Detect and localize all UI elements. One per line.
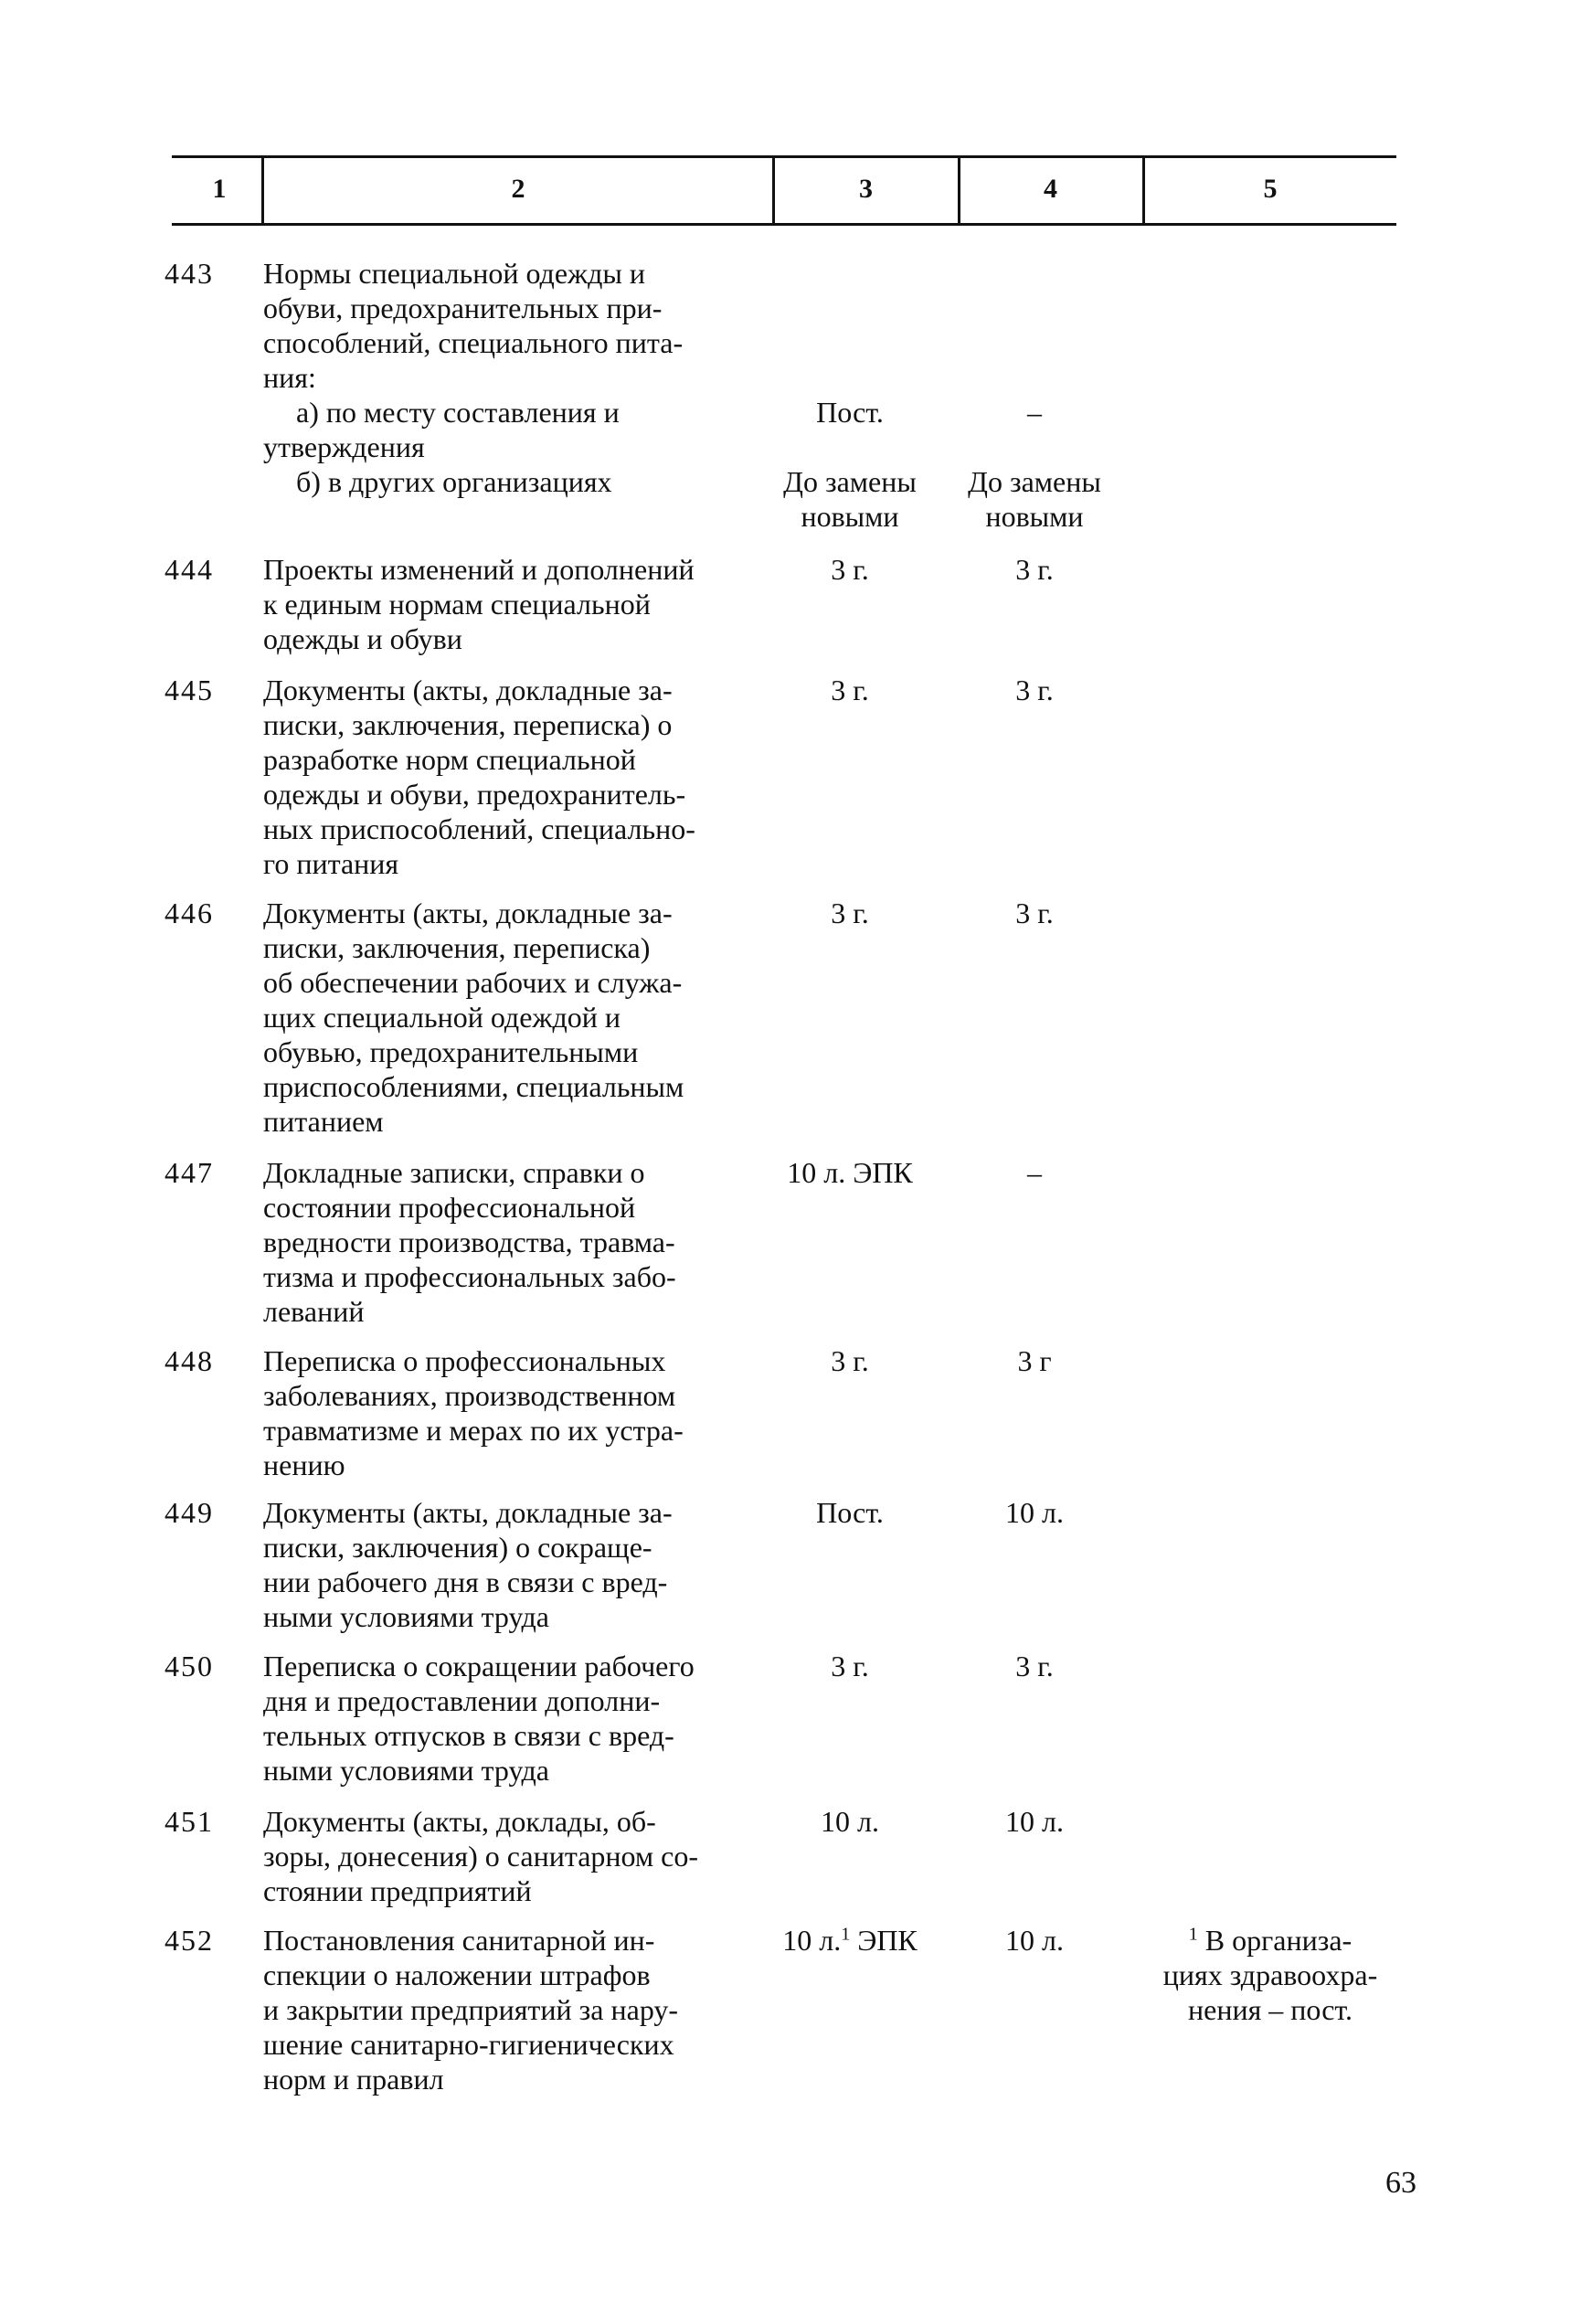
row-number: 449 (164, 1496, 214, 1529)
retention-term-col3 (758, 1343, 941, 1378)
retention-term-col3 (758, 1649, 941, 1683)
retention-term-col3 (758, 464, 941, 534)
row-number: 448 (164, 1344, 214, 1377)
cell-line (758, 1923, 941, 1958)
retention-term-col3 (758, 1804, 941, 1839)
desc-line: Переписка о сокращении рабочего (263, 1650, 695, 1682)
desc-line: ными условиями труда (263, 1600, 549, 1633)
desc-line: тельных отпусков в связи с вред- (263, 1719, 674, 1752)
desc-line: тизма и профессиональных забо- (263, 1260, 676, 1293)
row-description (263, 1649, 775, 1788)
header-divider-4 (1142, 155, 1145, 226)
desc-line: леваний (263, 1295, 365, 1328)
row-number: 451 (164, 1805, 214, 1838)
retention-term-col4 (943, 673, 1126, 707)
retention-term-col3 (758, 395, 941, 430)
desc-line: состоянии профессиональной (263, 1191, 636, 1224)
desc-line: Нормы специальной одежды и (263, 257, 646, 290)
row-number: 444 (164, 553, 214, 586)
row-description (263, 1923, 775, 2096)
desc-line: обувью, предохранительными (263, 1035, 639, 1068)
desc-line: заболеваниях, производственном (263, 1379, 676, 1412)
desc-line: спекции о наложении штрафов (263, 1958, 651, 1991)
cell-line: 3 г. (831, 553, 869, 586)
desc-line: б) в других организациях (296, 465, 612, 498)
cell-line: новыми (985, 500, 1084, 533)
row-number: 443 (164, 257, 214, 290)
retention-term-col3 (758, 673, 941, 707)
cell-line: циях здравоохра- (1162, 1958, 1378, 1991)
retention-term-col4 (943, 464, 1126, 534)
row-description (263, 673, 775, 881)
row-description (263, 256, 775, 395)
desc-line: дня и предоставлении дополни- (263, 1684, 661, 1717)
sub-row-description (263, 395, 775, 464)
desc-line: Документы (акты, докладные за- (263, 897, 673, 929)
row-description (263, 1155, 775, 1329)
retention-term-col4 (943, 1495, 1126, 1530)
retention-term-col3 (758, 552, 941, 587)
desc-line: писки, заключения, переписка) (263, 931, 651, 964)
desc-line: Проекты изменений и дополнений (263, 553, 695, 586)
desc-line: Документы (акты, докладные за- (263, 674, 673, 706)
cell-line: 10 л. (1005, 1496, 1064, 1529)
desc-line: ния: (263, 361, 316, 394)
retention-term-col3 (758, 896, 941, 930)
cell-line: 3 г. (1015, 553, 1054, 586)
retention-term-col4 (943, 1155, 1126, 1190)
retention-term-col4 (943, 1804, 1126, 1839)
desc-line: зоры, донесения) о санитарном со- (263, 1840, 699, 1873)
cell-line: До замены (968, 465, 1101, 498)
cell-line: Пост. (816, 396, 884, 429)
desc-line: Документы (акты, докладные за- (263, 1496, 673, 1529)
desc-line: ными условиями труда (263, 1754, 549, 1787)
desc-line: норм и правил (263, 2063, 444, 2096)
desc-line: приспособлениями, специальным (263, 1070, 684, 1103)
retention-term-col4 (943, 896, 1126, 930)
row-number: 450 (164, 1650, 214, 1682)
desc-line: обуви, предохранительных при- (263, 292, 663, 324)
header-col-1: 1 (212, 174, 227, 204)
cell-line: 10 л. ЭПК (787, 1156, 913, 1189)
desc-line: шение санитарно-гигиенических (263, 2028, 674, 2061)
retention-term-col3 (758, 1155, 941, 1190)
header-divider-2 (772, 155, 775, 226)
desc-line: одежды и обуви (263, 622, 462, 655)
header-col-4: 4 (1044, 174, 1057, 204)
desc-line: разработке норм специальной (263, 743, 636, 776)
cell-line: 3 г. (831, 674, 869, 706)
cell-line: 3 г. (1015, 674, 1054, 706)
row-number: 447 (164, 1156, 214, 1189)
desc-line: стоянии предприятий (263, 1874, 532, 1907)
desc-line: об обеспечении рабочих и служа- (263, 966, 683, 999)
cell-line: 10 л. (1005, 1805, 1064, 1838)
retention-term-col4 (943, 395, 1126, 430)
desc-line: писки, заключения, переписка) о (263, 708, 673, 741)
retention-term-col4 (943, 1649, 1126, 1683)
row-description (263, 1804, 775, 1908)
cell-line (1133, 1923, 1407, 1958)
desc-line: к единым нормам специальной (263, 588, 651, 621)
cell-line: – (1027, 1156, 1042, 1189)
header-divider-1 (261, 155, 264, 226)
cell-line: 3 г. (1015, 897, 1054, 929)
term-value: 10 л. (782, 1924, 842, 1957)
desc-line: одежды и обуви, предохранитель- (263, 778, 686, 811)
retention-term-col3 (758, 1923, 941, 1958)
footnote-marker: 1 (841, 1924, 851, 1945)
header-top-rule (172, 155, 1396, 158)
cell-line: 10 л. (821, 1805, 879, 1838)
header-col-3: 3 (859, 174, 873, 204)
cell-line: новыми (801, 500, 899, 533)
desc-line: нению (263, 1449, 345, 1481)
epk-mark: ЭПК (850, 1924, 918, 1957)
desc-line: писки, заключения) о сокраще- (263, 1531, 652, 1564)
desc-line: питанием (263, 1105, 384, 1138)
page-number: 63 (1385, 2166, 1416, 2200)
desc-line: Документы (акты, доклады, об- (263, 1805, 656, 1838)
desc-line: а) по месту составления и (296, 396, 620, 429)
desc-line: способлений, специального пита- (263, 326, 684, 359)
row-description (263, 896, 775, 1139)
cell-line: 3 г. (831, 1344, 869, 1377)
header-col-5: 5 (1263, 174, 1278, 204)
sub-row-description (263, 464, 775, 499)
cell-line: – (1027, 396, 1042, 429)
cell-line: 3 г. (831, 897, 869, 929)
footnote-note (1133, 1923, 1407, 2027)
desc-line: Постановления санитарной ин- (263, 1924, 655, 1957)
desc-line: го питания (263, 847, 399, 880)
desc-line: вредности производства, травма- (263, 1226, 675, 1258)
cell-line: 10 л. (1005, 1924, 1064, 1957)
row-number: 452 (164, 1924, 214, 1957)
header-divider-3 (958, 155, 960, 226)
row-description (263, 1343, 775, 1482)
retention-term-col3 (758, 1495, 941, 1530)
desc-line: нии рабочего дня в связи с вред- (263, 1565, 668, 1598)
retention-term-col4 (943, 552, 1126, 587)
cell-line: 3 г. (1015, 1650, 1054, 1682)
cell-line: До замены (783, 465, 917, 498)
desc-line: Переписка о профессиональных (263, 1344, 666, 1377)
row-number: 445 (164, 674, 214, 706)
row-description (263, 1495, 775, 1634)
cell-line: 3 г. (831, 1650, 869, 1682)
desc-line: Докладные записки, справки о (263, 1156, 645, 1189)
note-text: В организа- (1197, 1924, 1353, 1957)
header-col-2: 2 (511, 174, 525, 204)
row-number: 446 (164, 897, 214, 929)
cell-line: нения – пост. (1188, 1993, 1353, 2026)
row-description (263, 552, 775, 656)
desc-line: ных приспособлений, специально- (263, 812, 695, 845)
retention-term-col4 (943, 1923, 1126, 1958)
desc-line: травматизме и мерах по их устра- (263, 1414, 684, 1447)
desc-line: щих специальной одеждой и (263, 1001, 621, 1034)
cell-line: Пост. (816, 1496, 884, 1529)
footnote-marker: 1 (1188, 1924, 1198, 1945)
desc-line: утверждения (263, 430, 425, 463)
desc-line: и закрытии предприятий за нару- (263, 1993, 679, 2026)
cell-line: 3 г (1017, 1344, 1052, 1377)
retention-term-col4 (943, 1343, 1126, 1378)
header-bottom-rule (172, 223, 1396, 226)
